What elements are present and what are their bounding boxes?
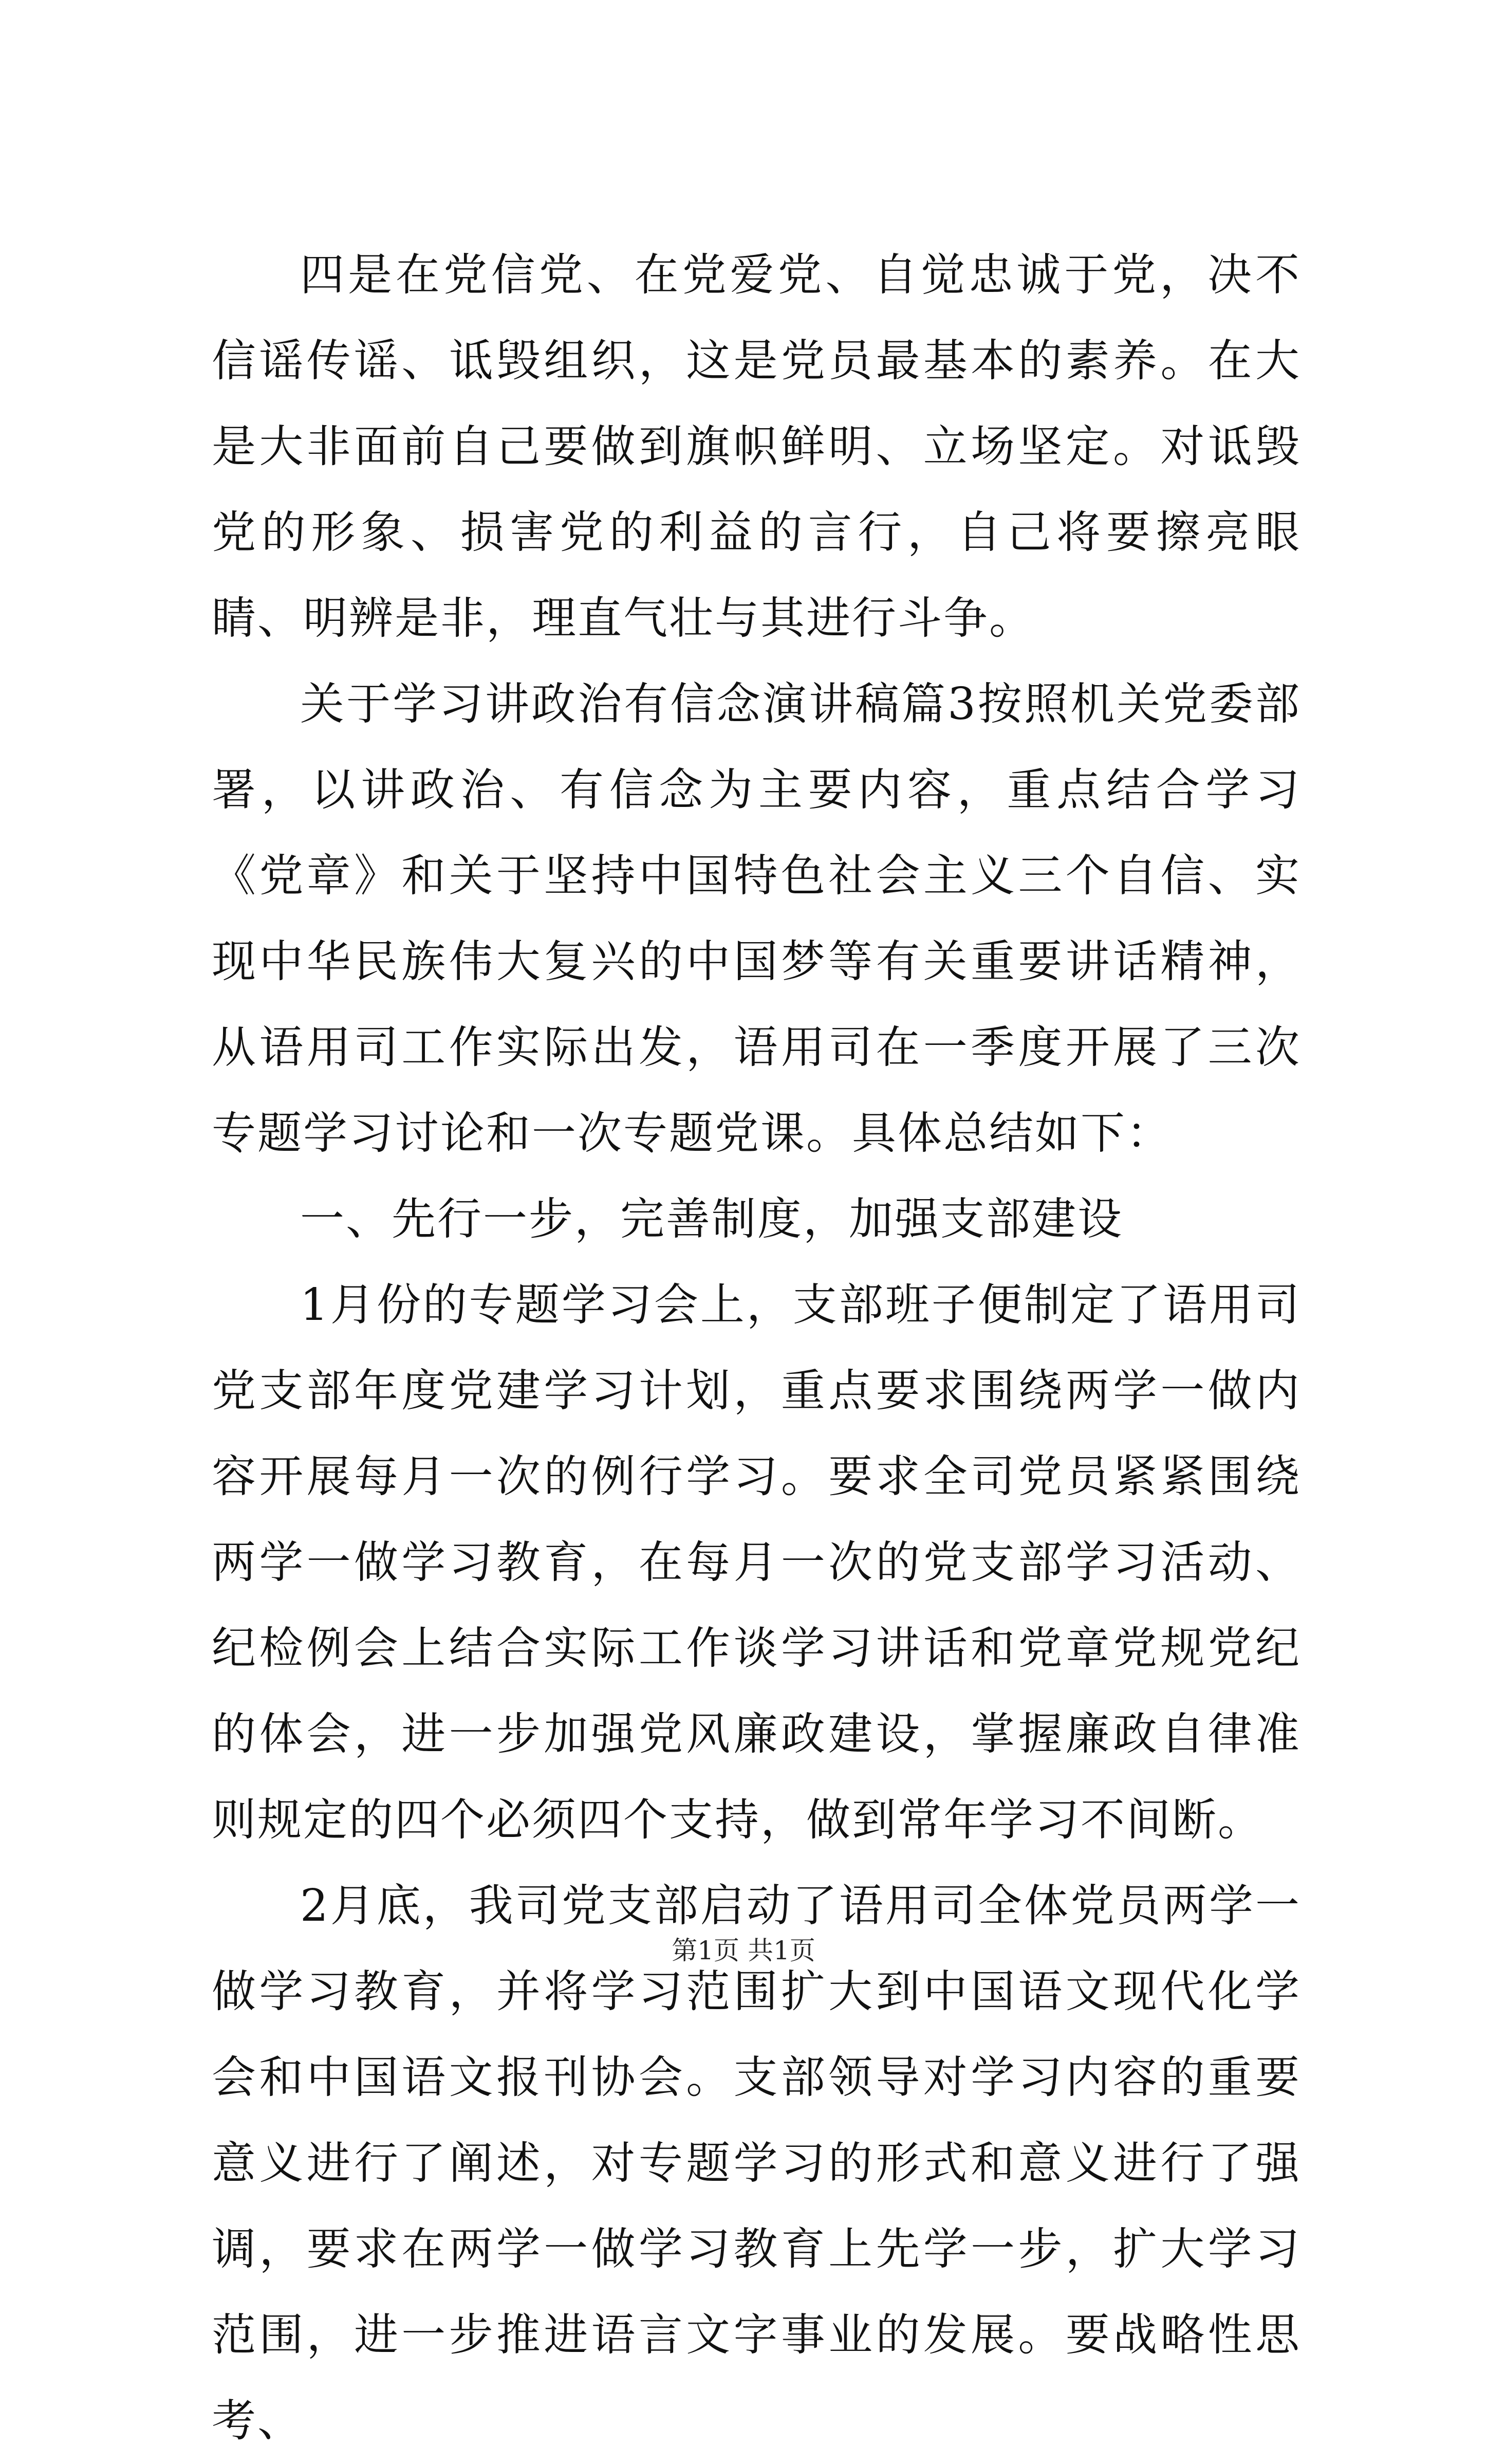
paragraph-4: 2月底，我司党支部启动了语用司全体党员两学一做学习教育，并将学习范围扩大到中国语文现代化学会和中国语文报刊协会。支部领导对学习内容的重要意义进行了阐述，对专题学习的形式和意义进行了强调，要求在两学一做学习教育上先学一步，扩大学习范围，进一步推进语言文字事业的发展。要战略性思考、 (212, 1880, 1301, 2447)
paragraph-3: 1月份的专题学习会上，支部班子便制定了语用司党支部年度党建学习计划，重点要求围绕两学一做内容开展每月一次的例行学习。要求全司党员紧紧围绕两学一做学习教育，在每月一次的党支部学习活动、纪检例会上结合实际工作谈学习讲话和党章党规党纪的体会，进一步加强党风廉政建设，掌握廉政自律准则规定的四个必须四个支持，做到常年学习不间断。 (212, 1279, 1301, 1846)
section-heading: 一、先行一步，完善制度，加强支部建设 (300, 1193, 1123, 1245)
page-footer: 第1页 共1页 (672, 1936, 815, 1965)
paragraph-2: 关于学习讲政治有信念演讲稿篇3按照机关党委部署，以讲政治、有信念为主要内容，重点结合学习《党章》和关于坚持中国特色社会主义三个自信、实现中华民族伟大复兴的中国梦等有关重要讲话精神，从语用司工作实际出发，语用司在一季度开展了三次专题学习讨论和一次专题党课。具体总结如下： (212, 678, 1301, 1159)
document-body (212, 232, 1301, 2464)
paragraph-1: 四是在党信党、在党爱党、自觉忠诚于党，决不信谣传谣、诋毁组织，这是党员最基本的素养。在大是大非面前自己要做到旗帜鲜明、立场坚定。对诋毁党的形象、损害党的利益的言行，自己将要擦亮眼睛、明辨是非，理直气壮与其进行斗争。 (212, 249, 1301, 644)
